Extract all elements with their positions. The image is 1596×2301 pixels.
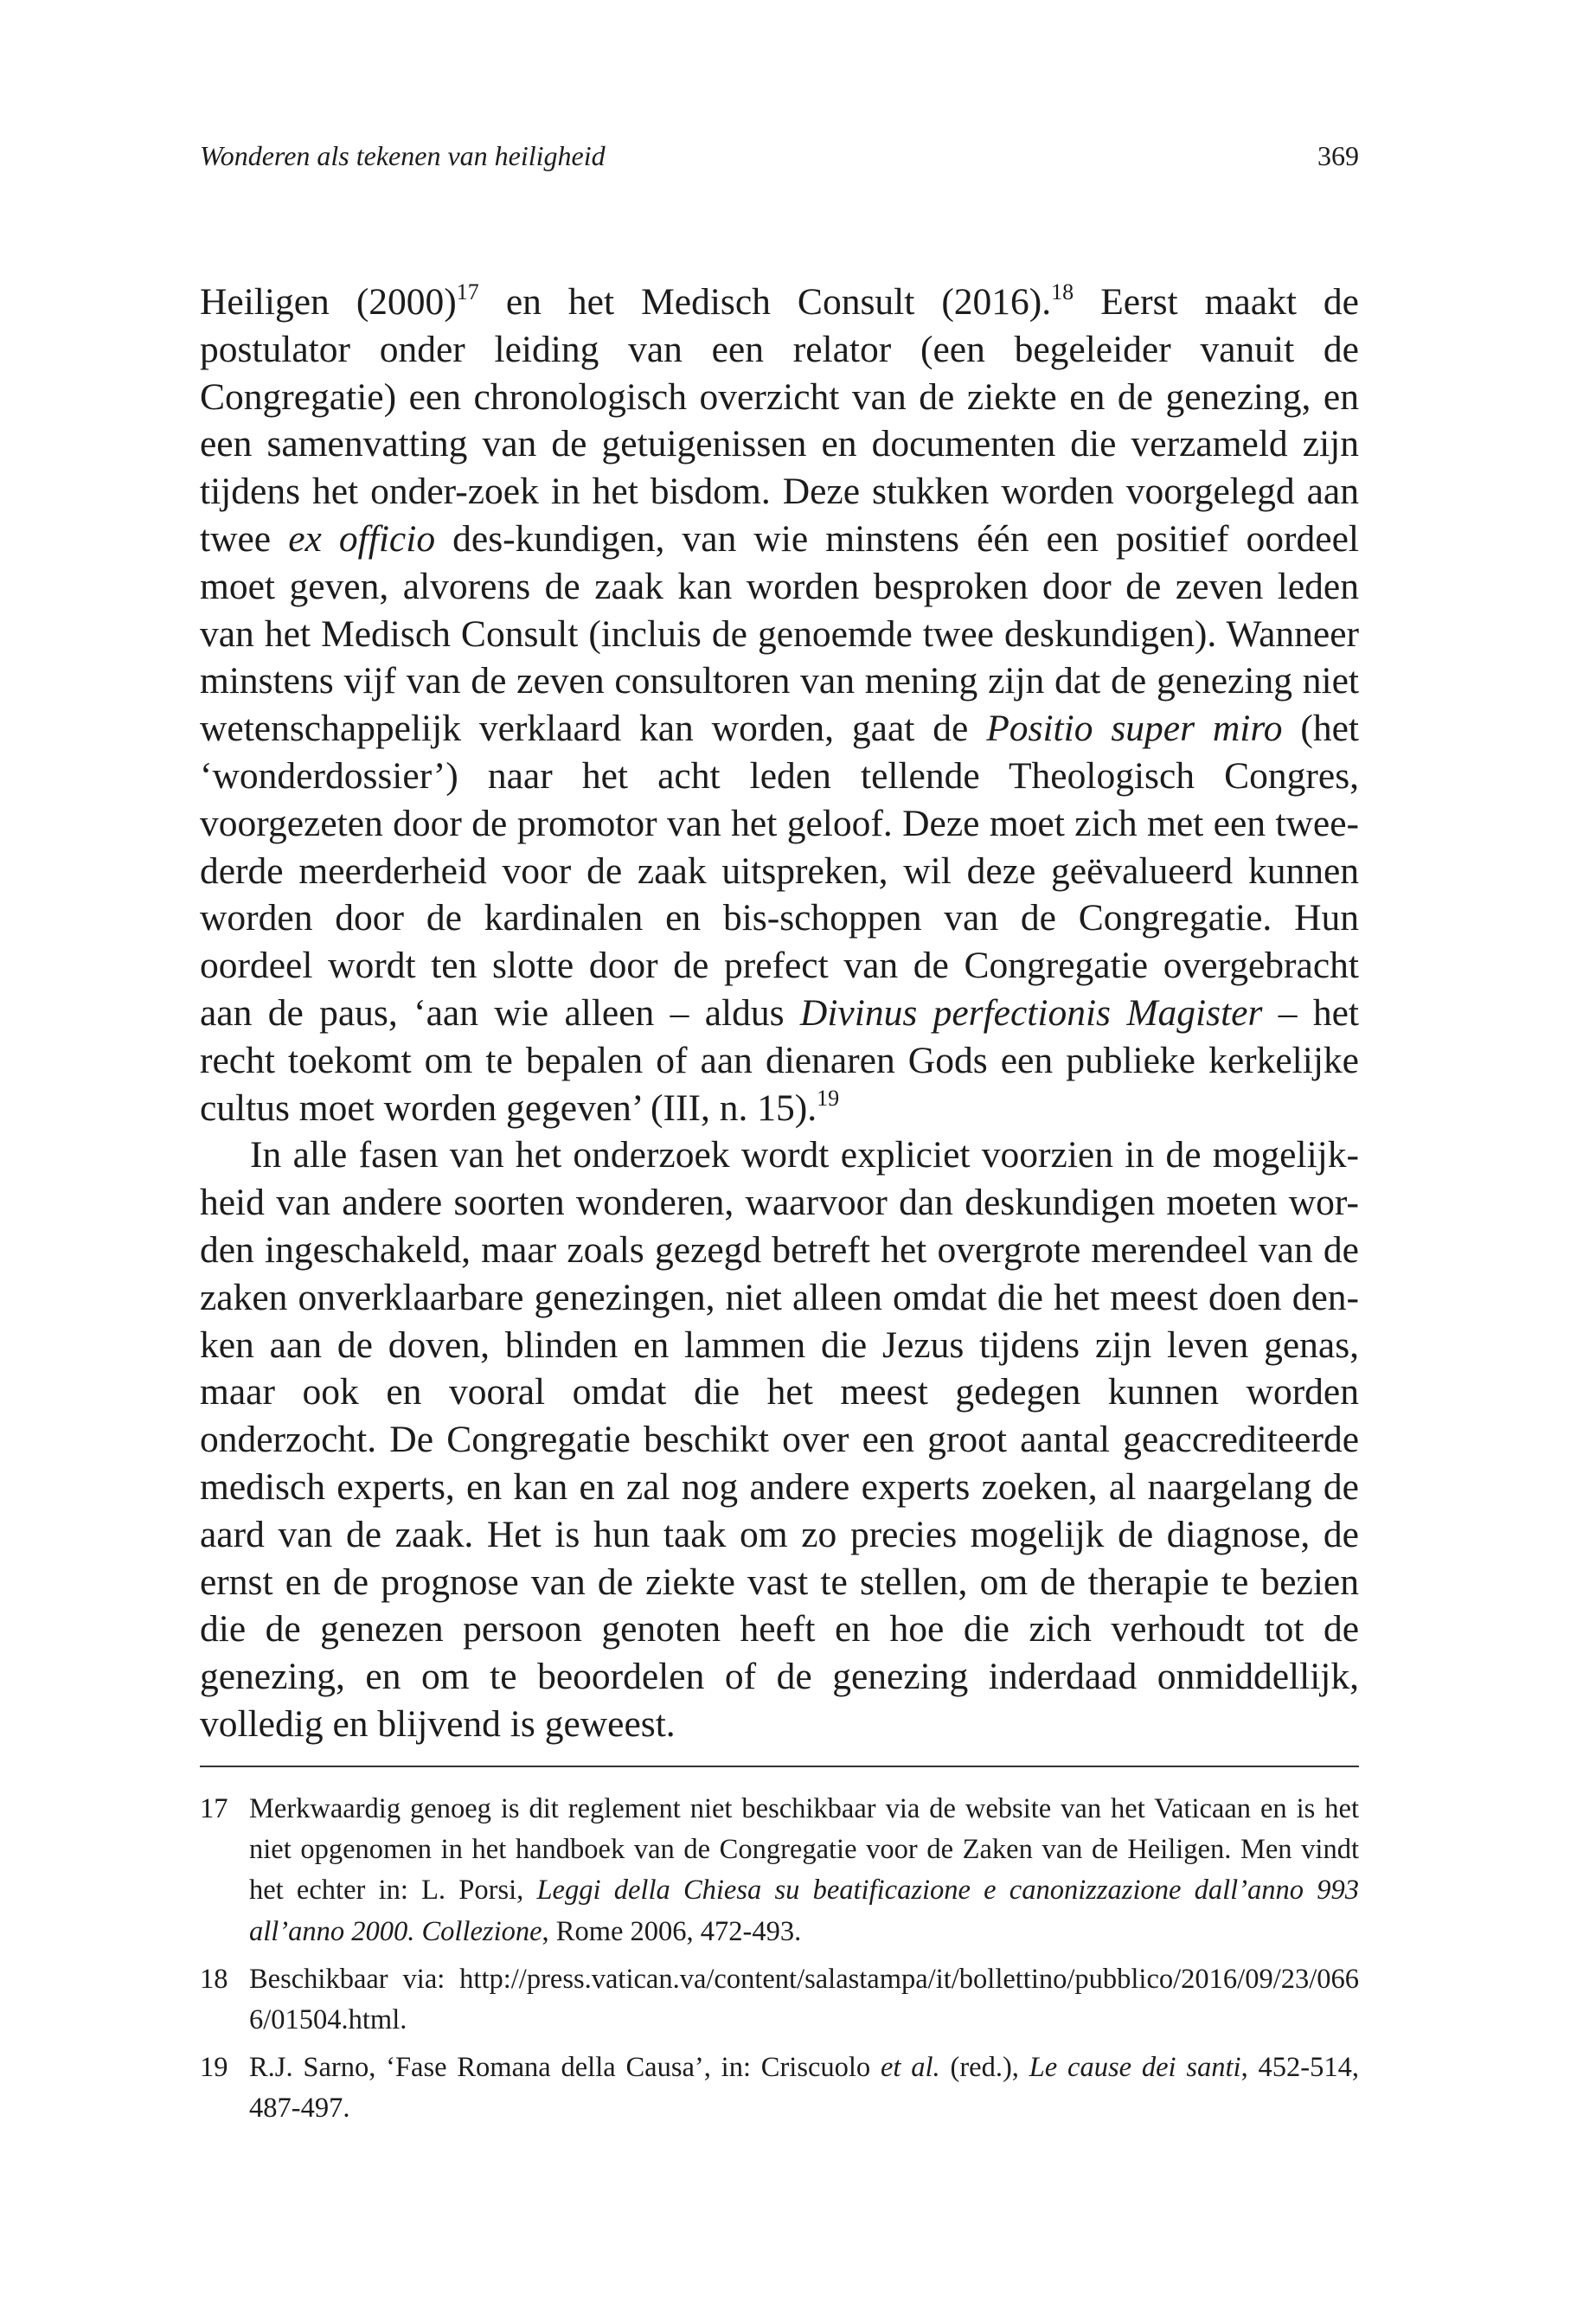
text-run: Eerst maakt de postulator onder leiding van een relator (een begeleider vanuit de Congregatie) een chronologisch overzicht van de ziekte en de genezing, en een samenvatting van de getuigenissen en documenten die verzameld zijn tijdens het onder-zoek in het bisdom. Deze stukken worden voorgelegd aan twee bbox=[200, 281, 1359, 560]
footnote-text bbox=[249, 1959, 1359, 2041]
text-run: Merkwaardig genoeg is dit reglement niet beschikbaar via de website van het Vaticaan en is het niet opgenomen in het handboek van de Congregatie voor de Zaken van de Heiligen. Men vindt het echter in: L. Porsi, bbox=[249, 1793, 1359, 1907]
footnote-url[interactable]: Beschikbaar via: http://press.vatican.va/content/salastampa/it/bollettino/pubblico/2016/09/23/0666/01504.html. bbox=[249, 1963, 1359, 2036]
italic-term: et al. bbox=[881, 2052, 940, 2084]
page-number: 369 bbox=[1317, 140, 1359, 171]
text-run: en het Medisch Consult (2016). bbox=[478, 281, 1052, 323]
footnote-ref-18: 18 bbox=[1051, 279, 1074, 304]
footnote-text bbox=[249, 1789, 1359, 1952]
text-run: des-kundigen, van wie minstens één een positief oordeel moet geven, alvorens de zaak kan worden besproken door de zeven leden van het Medisch Consult (incluis de genoemde twee deskundigen). Wanneer minstens vijf van de zeven consultoren van mening zijn dat de genezing niet wetenschappelijk verklaard kan worden, gaat de bbox=[200, 517, 1359, 750]
footnote-ref-19: 19 bbox=[817, 1085, 840, 1111]
footnote-ref-17: 17 bbox=[456, 279, 479, 304]
footnote-separator bbox=[200, 1766, 1359, 1767]
footnote-text bbox=[249, 2048, 1359, 2129]
footnote-17 bbox=[200, 1789, 1359, 1952]
body-text bbox=[200, 279, 1359, 1748]
italic-term: ex officio bbox=[288, 517, 436, 560]
paragraph-1 bbox=[200, 279, 1359, 1131]
footnotes bbox=[200, 1789, 1359, 2137]
text-run: – het recht toekomt om te bepalen of aan dienaren Gods een publieke kerkelijke cultus moet worden gegeven’ (III, n. 15). bbox=[200, 991, 1359, 1129]
running-title: Wonderen als tekenen van heiligheid bbox=[200, 140, 606, 171]
text-run: (red.), bbox=[939, 2052, 1029, 2084]
footnote-number: 17 bbox=[200, 1793, 228, 1824]
footnote-number: 19 bbox=[200, 2052, 228, 2084]
text-run: , Rome 2006, 472-493. bbox=[542, 1915, 802, 1947]
text-run: R.J. Sarno, ‘Fase Romana della Causa’, in: Criscuolo bbox=[249, 2052, 881, 2084]
italic-title: Leggi della Chiesa su beatificazione e canonizzazione dall’anno 993 all’anno 2000. Collezione bbox=[249, 1875, 1360, 1947]
running-head bbox=[200, 138, 1359, 173]
footnote-19 bbox=[200, 2048, 1359, 2129]
italic-title: Le cause dei santi bbox=[1029, 2052, 1241, 2084]
text-run: Heiligen (2000) bbox=[200, 281, 457, 323]
italic-term: Divinus perfectionis Magister bbox=[799, 991, 1263, 1034]
paragraph-2: In alle fasen van het onderzoek wordt expliciet voorzien in de mogelijk-heid van andere soorten wonderen, waarvoor dan deskundigen moeten wor-den ingeschakeld, maar zoals gezegd betreft het overgrote merendeel van de zaken onverklaarbare genezingen, niet alleen omdat die het meest doen den-ken aan de doven, blinden en lammen die Jezus tijdens zijn leven genas, maar ook en vooral omdat die het meest gedegen kunnen worden onderzocht. De Congregatie beschikt over een groot aantal geaccrediteerde medisch experts, en kan en zal nog andere experts zoeken, al naargelang de aard van de zaak. Het is hun taak om zo precies mogelijk de diagnose, de ernst en de prognose van de ziekte vast te stellen, om de therapie te bezien die de genezen persoon genoten heeft en hoe die zich verhoudt tot de genezing, en om te beoordelen of de genezing inderdaad onmiddellijk, volledig en blijvend is geweest. bbox=[200, 1134, 1359, 1745]
footnote-number: 18 bbox=[200, 1963, 228, 1995]
text-run: , 452-514, 487-497. bbox=[249, 2052, 1359, 2125]
italic-term: Positio super miro bbox=[986, 708, 1283, 750]
footnote-18 bbox=[200, 1959, 1359, 2041]
text-run: (het ‘wonderdossier’) naar het acht leden tellende Theologisch Congres, voorgezeten door de promotor van het geloof. Deze moet zich met een twee-derde meerderheid voor de zaak uitspreken, wil deze geëvalueerd kunnen worden door de kardinalen en bis-schoppen van de Congregatie. Hun oordeel wordt ten slotte door de prefect van de Congregatie overgebracht aan de paus, ‘aan wie alleen – aldus bbox=[200, 708, 1359, 1034]
